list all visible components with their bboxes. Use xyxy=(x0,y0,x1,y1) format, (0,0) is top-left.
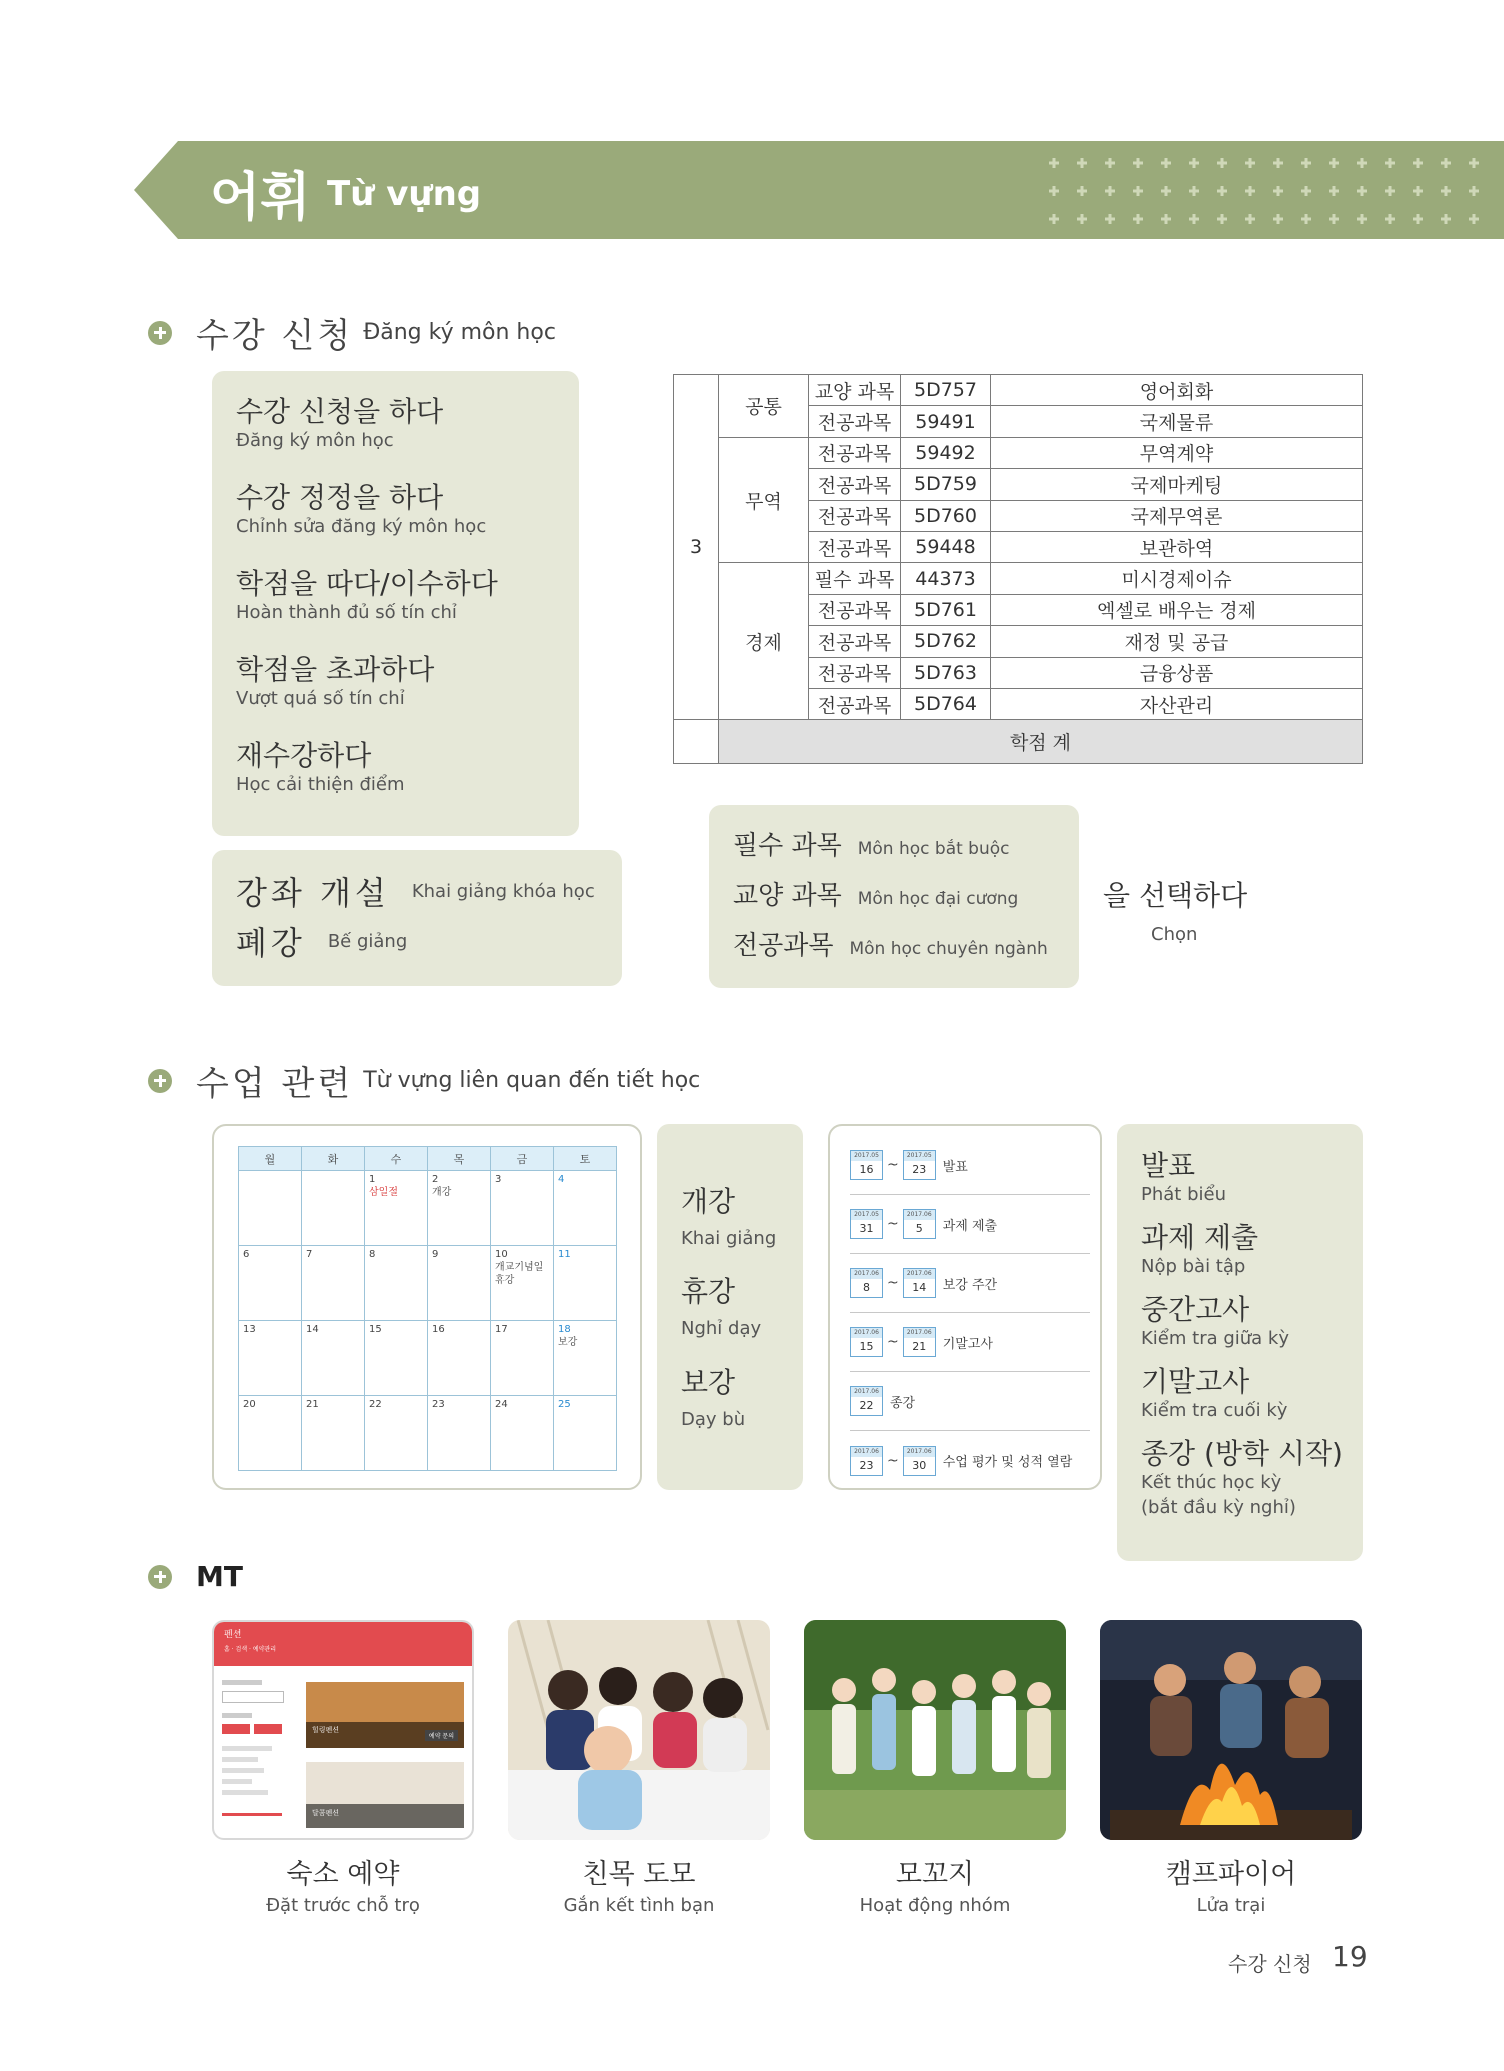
name-cell: 영어회화 xyxy=(991,375,1363,406)
booking-screen-title: 펜션 xyxy=(224,1630,242,1640)
date-year-month: 2017.06 xyxy=(904,1269,935,1279)
date-box xyxy=(903,1446,936,1476)
name-cell: 국제마케팅 xyxy=(991,469,1363,500)
calendar-day xyxy=(239,1396,302,1471)
banner-title-ko: 어휘 xyxy=(210,168,311,228)
name-cell: 무역계약 xyxy=(991,437,1363,468)
page-number: 19 xyxy=(1332,1940,1368,1973)
term-item xyxy=(236,390,443,451)
calendar-weekday: 목 xyxy=(428,1147,491,1171)
date-box xyxy=(850,1386,883,1416)
calendar-day xyxy=(365,1171,428,1246)
day-number: 24 xyxy=(495,1399,508,1410)
booking-screen-menu: 홈 · 검색 · 예약관리 xyxy=(224,1646,277,1653)
code-cell: 5D764 xyxy=(901,688,991,719)
date-year-month: 2017.06 xyxy=(851,1387,882,1397)
term-ko: 학점을 따다/이수하다 xyxy=(236,567,498,600)
term-vi: Chỉnh sửa đăng ký môn học xyxy=(236,516,487,537)
calendar-day xyxy=(491,1321,554,1396)
day-number: 1 xyxy=(369,1174,376,1185)
day-note: 개교기념일 휴강 xyxy=(495,1262,544,1286)
date-day: 23 xyxy=(859,1458,874,1472)
campfire-photo xyxy=(1100,1620,1362,1840)
type-cell: 전공과목 xyxy=(809,531,901,562)
term-vi: Bế giảng xyxy=(327,930,408,952)
calendar-weekday: 금 xyxy=(491,1147,554,1171)
term-ko: 강좌 개설 xyxy=(236,874,390,912)
type-cell: 전공과목 xyxy=(809,500,901,531)
schedule-item xyxy=(850,1136,1090,1195)
caption-vi: Lửa trại xyxy=(1196,1895,1266,1916)
code-cell: 5D760 xyxy=(901,500,991,531)
date-box xyxy=(903,1327,936,1357)
schedule-item xyxy=(850,1431,1090,1490)
date-box xyxy=(903,1268,936,1298)
term-ko: 교양 과목 xyxy=(733,881,842,911)
date-day: 14 xyxy=(912,1281,927,1294)
code-cell: 44373 xyxy=(901,563,991,594)
calendar-day xyxy=(239,1246,302,1321)
schedule-label: 기말고사 xyxy=(942,1336,993,1352)
date-day: 21 xyxy=(912,1340,927,1353)
schedule-label: 과제 제출 xyxy=(942,1218,998,1234)
calendar-day xyxy=(239,1171,302,1246)
calendar-day xyxy=(365,1321,428,1396)
day-number: 16 xyxy=(432,1324,445,1335)
day-number: 4 xyxy=(558,1174,565,1185)
term-ko: 필수 과목 xyxy=(733,831,842,861)
term-ko: 개강 xyxy=(681,1185,736,1218)
term-ko: 전공과목 xyxy=(733,931,834,961)
term-ko: 폐강 xyxy=(236,924,306,962)
day-number: 25 xyxy=(558,1399,571,1410)
type-cell: 전공과목 xyxy=(809,469,901,500)
day-note: 삼일절 xyxy=(369,1187,398,1198)
range-tilde: ~ xyxy=(887,1216,899,1232)
course-opening-box xyxy=(212,850,622,986)
range-tilde: ~ xyxy=(887,1452,899,1469)
date-year-month: 2017.06 xyxy=(904,1447,935,1457)
calendar-weekday: 토 xyxy=(554,1147,617,1171)
term-item xyxy=(681,1270,761,1339)
code-cell: 59491 xyxy=(901,406,991,437)
schedule-label: 발표 xyxy=(942,1159,968,1175)
calendar-weekday: 화 xyxy=(302,1147,365,1171)
calendar-day xyxy=(428,1171,491,1246)
term-item xyxy=(236,648,434,709)
term-item xyxy=(236,562,498,623)
term-item xyxy=(1141,1360,1287,1421)
schedule-item xyxy=(850,1313,1090,1372)
section-title-vi: Đăng ký môn học xyxy=(363,320,556,345)
footer-section: 수강 신청 xyxy=(1228,1952,1312,1976)
term-vi: Môn học đại cương xyxy=(857,889,1019,909)
day-number: 20 xyxy=(243,1399,256,1410)
total-credits-cell: 학점 계 xyxy=(719,720,1363,764)
term-item xyxy=(733,875,1018,912)
term-ko: 수강 정정을 하다 xyxy=(236,481,444,514)
date-box xyxy=(850,1327,883,1357)
calendar-week xyxy=(239,1171,617,1246)
booking-screen-header xyxy=(214,1622,472,1666)
caption-vi: Hoạt động nhóm xyxy=(859,1895,1011,1916)
banner-title-vi: Từ vựng xyxy=(327,174,482,214)
term-item xyxy=(681,1180,776,1249)
date-box xyxy=(903,1209,936,1239)
day-number: 10 xyxy=(495,1249,508,1260)
table-row xyxy=(674,437,1363,468)
plus-circle-icon xyxy=(148,1069,172,1093)
listing-name-1: 힐링펜션 xyxy=(312,1726,340,1734)
section-title-ko: 수업 관련 xyxy=(196,1064,354,1104)
listing-photo-2 xyxy=(306,1762,464,1828)
type-cell: 전공과목 xyxy=(809,594,901,625)
calendar-day xyxy=(428,1396,491,1471)
term-vi: Nộp bài tập xyxy=(1141,1256,1246,1277)
section-heading-registration xyxy=(148,308,556,357)
calendar-week xyxy=(239,1321,617,1396)
calendar-day xyxy=(302,1246,365,1321)
schedule-card xyxy=(828,1124,1102,1490)
calendar-weekday: 월 xyxy=(239,1147,302,1171)
caption xyxy=(508,1852,770,1916)
type-cell: 전공과목 xyxy=(809,626,901,657)
class-terms-box xyxy=(657,1124,803,1490)
code-cell: 5D763 xyxy=(901,657,991,688)
day-number: 6 xyxy=(243,1249,250,1260)
term-vi: Học cải thiện điểm xyxy=(236,774,405,795)
term-item xyxy=(1141,1288,1289,1349)
calendar-card xyxy=(212,1124,642,1490)
day-note: 보강 xyxy=(558,1337,578,1348)
date-year-month: 2017.05 xyxy=(904,1151,935,1161)
date-year-month: 2017.05 xyxy=(851,1210,882,1220)
day-number: 14 xyxy=(306,1324,319,1335)
type-cell: 교양 과목 xyxy=(809,375,901,406)
calendar-day xyxy=(554,1321,617,1396)
date-box xyxy=(850,1268,883,1298)
date-day: 15 xyxy=(859,1340,874,1353)
term-vi: Kiểm tra cuối kỳ xyxy=(1141,1400,1288,1421)
table-row xyxy=(674,720,1363,764)
term-ko: 을 선택하다 xyxy=(1103,879,1248,912)
term-ko: 학점을 초과하다 xyxy=(236,653,435,686)
caption-ko: 캠프파이어 xyxy=(1165,1859,1297,1890)
calendar-day xyxy=(365,1396,428,1471)
type-cell: 전공과목 xyxy=(809,406,901,437)
calendar-weekday: 수 xyxy=(365,1147,428,1171)
term-vi: Dạy bù xyxy=(681,1409,746,1430)
day-number: 2 xyxy=(432,1174,439,1185)
calendar-day xyxy=(554,1396,617,1471)
term-ko: 과제 제출 xyxy=(1141,1221,1259,1254)
date-box xyxy=(903,1150,936,1180)
name-cell: 재정 및 공급 xyxy=(991,626,1363,657)
term-vi: Môn học chuyên ngành xyxy=(849,939,1048,959)
caption xyxy=(212,1852,474,1916)
term-item xyxy=(236,918,407,964)
type-cell: 전공과목 xyxy=(809,437,901,468)
name-cell: 미시경제이슈 xyxy=(991,563,1363,594)
term-ko: 보강 xyxy=(681,1366,736,1399)
date-box xyxy=(850,1150,883,1180)
booking-screen-image xyxy=(212,1620,474,1840)
section-heading-class xyxy=(148,1056,700,1105)
code-cell: 5D761 xyxy=(901,594,991,625)
term-ko: 수강 신청을 하다 xyxy=(236,395,444,428)
term-vi: Môn học bắt buộc xyxy=(857,839,1010,859)
term-vi: Kết thúc học kỳ xyxy=(1141,1472,1282,1493)
day-number: 7 xyxy=(306,1249,313,1260)
day-number: 18 xyxy=(558,1324,571,1335)
term-vi: Khai giảng xyxy=(681,1228,777,1249)
date-year-month: 2017.06 xyxy=(904,1328,935,1338)
name-cell: 국제무역론 xyxy=(991,500,1363,531)
term-item xyxy=(733,825,1010,862)
calendar-day xyxy=(428,1246,491,1321)
term-ko: 기말고사 xyxy=(1141,1365,1250,1398)
schedule-list xyxy=(830,1126,1100,1488)
day-number: 8 xyxy=(369,1249,376,1260)
section-title: MT xyxy=(196,1560,243,1593)
term-vi: Vượt quá số tín chỉ xyxy=(236,688,405,709)
calendar-day xyxy=(491,1171,554,1246)
term-vi: Phát biểu xyxy=(1141,1184,1226,1205)
date-box xyxy=(850,1446,883,1476)
term-vi: Đăng ký môn học xyxy=(236,430,394,451)
date-day: 31 xyxy=(859,1222,874,1235)
schedule-label: 보강 주간 xyxy=(942,1277,998,1293)
type-cell: 전공과목 xyxy=(809,657,901,688)
listing-name-2: 달콤펜션 xyxy=(312,1809,340,1817)
date-day: 23 xyxy=(912,1163,927,1176)
friends-photo xyxy=(508,1620,770,1840)
term-ko: 종강 (방학 시작) xyxy=(1141,1437,1343,1470)
schedule-item xyxy=(850,1254,1090,1313)
schedule-item xyxy=(850,1372,1090,1431)
date-year-month: 2017.06 xyxy=(851,1447,882,1457)
course-table xyxy=(673,374,1363,764)
day-number: 11 xyxy=(558,1249,571,1260)
calendar-week xyxy=(239,1246,617,1321)
section-heading-mt xyxy=(148,1560,243,1593)
term-vi: Nghỉ dạy xyxy=(681,1318,762,1339)
code-cell: 5D759 xyxy=(901,469,991,500)
date-year-month: 2017.06 xyxy=(851,1269,882,1279)
calendar xyxy=(238,1146,617,1471)
term-vi-note: (bắt đầu kỳ nghỉ) xyxy=(1141,1497,1296,1518)
caption xyxy=(1100,1852,1362,1916)
listing-button: 예약 문의 xyxy=(425,1730,458,1741)
term-vi: Kiểm tra giữa kỳ xyxy=(1141,1328,1290,1349)
table-row xyxy=(674,375,1363,406)
caption xyxy=(804,1852,1066,1916)
code-cell: 59448 xyxy=(901,531,991,562)
code-cell: 59492 xyxy=(901,437,991,468)
day-number: 15 xyxy=(369,1324,382,1335)
calendar-day xyxy=(239,1321,302,1396)
listing-photo-1 xyxy=(306,1682,464,1748)
calendar-day xyxy=(554,1171,617,1246)
term-ko: 발표 xyxy=(1141,1149,1196,1182)
type-cell: 전공과목 xyxy=(809,688,901,719)
term-ko: 휴강 xyxy=(681,1275,736,1308)
day-number: 21 xyxy=(306,1399,319,1410)
choose-term xyxy=(1103,874,1247,945)
term-item xyxy=(1141,1144,1226,1205)
day-number: 3 xyxy=(495,1174,502,1185)
term-vi: Hoàn thành đủ số tín chỉ xyxy=(236,602,457,623)
type-cell: 필수 과목 xyxy=(809,563,901,594)
group-cell: 무역 xyxy=(719,437,809,563)
date-box xyxy=(850,1209,883,1239)
term-item xyxy=(1141,1216,1258,1277)
plus-circle-icon xyxy=(148,1565,172,1589)
date-day: 8 xyxy=(863,1281,870,1294)
date-day: 30 xyxy=(912,1458,927,1472)
registration-terms-box xyxy=(212,371,579,836)
calendar-day xyxy=(428,1321,491,1396)
exam-terms-box xyxy=(1117,1124,1363,1561)
caption-ko: 숙소 예약 xyxy=(286,1859,400,1890)
name-cell: 자산관리 xyxy=(991,688,1363,719)
blank-cell xyxy=(674,720,719,764)
term-item xyxy=(733,925,1048,962)
day-number: 13 xyxy=(243,1324,256,1335)
calendar-day xyxy=(554,1246,617,1321)
vocabulary-banner xyxy=(134,141,1504,239)
term-ko: 중간고사 xyxy=(1141,1293,1250,1326)
name-cell: 국제물류 xyxy=(991,406,1363,437)
date-day: 5 xyxy=(915,1222,923,1235)
term-ko: 재수강하다 xyxy=(236,739,372,772)
date-year-month: 2017.06 xyxy=(904,1210,935,1220)
calendar-day xyxy=(302,1396,365,1471)
date-year-month: 2017.06 xyxy=(851,1328,882,1338)
group-cell: 공통 xyxy=(719,375,809,438)
year-cell: 3 xyxy=(674,375,719,720)
term-item xyxy=(236,476,486,537)
name-cell: 보관하역 xyxy=(991,531,1363,562)
caption-vi: Gắn kết tình bạn xyxy=(563,1895,715,1916)
calendar-header-row xyxy=(239,1147,617,1171)
calendar-day xyxy=(302,1321,365,1396)
plus-circle-icon xyxy=(148,321,172,345)
calendar-day xyxy=(365,1246,428,1321)
caption-ko: 모꼬지 xyxy=(895,1859,975,1890)
code-cell: 5D762 xyxy=(901,626,991,657)
caption-ko: 친목 도모 xyxy=(582,1859,696,1890)
day-number: 22 xyxy=(369,1399,382,1410)
date-day: 16 xyxy=(859,1163,874,1176)
calendar-day xyxy=(491,1246,554,1321)
table-row xyxy=(674,563,1363,594)
day-note: 개강 xyxy=(432,1187,452,1198)
name-cell: 금융상품 xyxy=(991,657,1363,688)
range-tilde: ~ xyxy=(887,1157,899,1173)
group-activity-photo xyxy=(804,1620,1066,1840)
group-cell: 경제 xyxy=(719,563,809,720)
term-item xyxy=(681,1361,745,1430)
booking-filter-panel xyxy=(222,1674,292,1829)
term-item xyxy=(236,734,405,795)
day-number: 17 xyxy=(495,1324,508,1335)
calendar-day xyxy=(302,1171,365,1246)
term-item xyxy=(1141,1432,1343,1518)
date-year-month: 2017.05 xyxy=(851,1151,882,1161)
day-number: 9 xyxy=(432,1249,439,1260)
caption-vi: Đặt trước chỗ trọ xyxy=(266,1895,420,1916)
calendar-week xyxy=(239,1396,617,1471)
date-day: 22 xyxy=(859,1399,874,1412)
schedule-label: 수업 평가 및 성적 열람 xyxy=(942,1455,1073,1470)
calendar-day xyxy=(491,1396,554,1471)
range-tilde: ~ xyxy=(887,1334,899,1350)
range-tilde: ~ xyxy=(887,1275,899,1291)
name-cell: 엑셀로 배우는 경제 xyxy=(991,594,1363,625)
term-vi: Chọn xyxy=(1151,924,1198,945)
code-cell: 5D757 xyxy=(901,375,991,406)
term-item xyxy=(236,868,595,914)
course-types-box xyxy=(709,805,1079,988)
section-title-vi: Từ vựng liên quan đến tiết học xyxy=(363,1068,701,1093)
section-title-ko: 수강 신청 xyxy=(196,316,354,356)
schedule-item xyxy=(850,1195,1090,1254)
schedule-label: 종강 xyxy=(890,1395,916,1411)
day-number: 23 xyxy=(432,1399,445,1410)
term-vi: Khai giảng khóa học xyxy=(411,880,595,902)
